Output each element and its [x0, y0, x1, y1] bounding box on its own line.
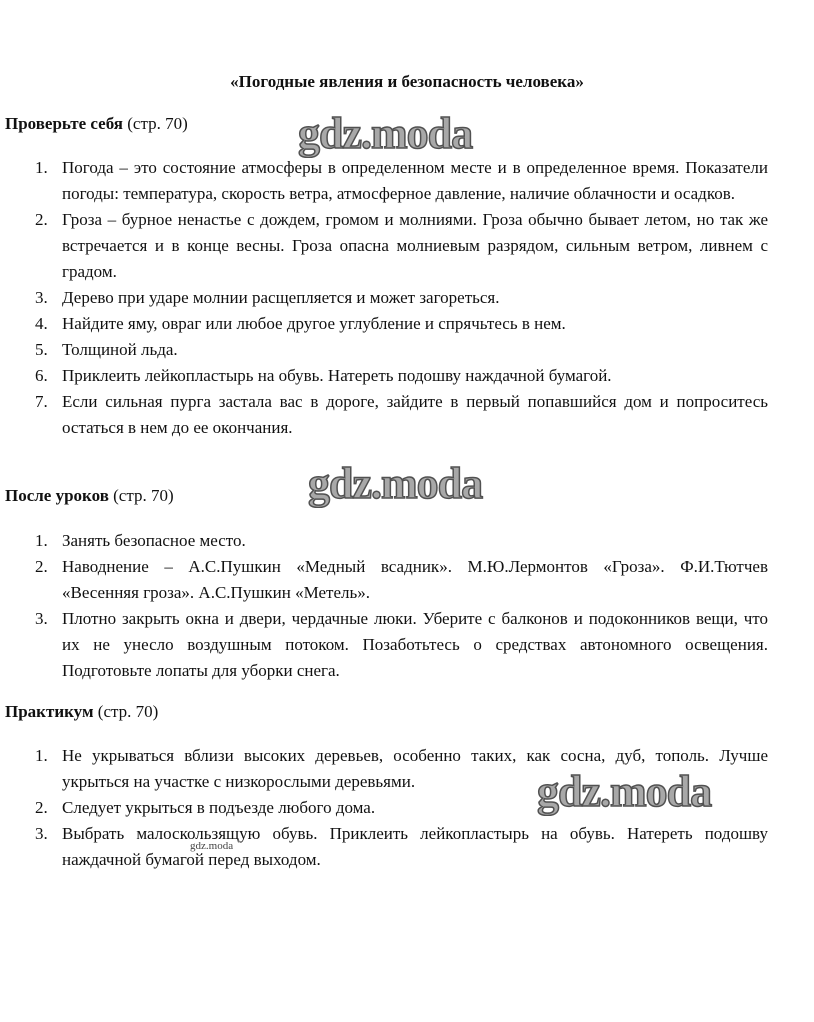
item-text: Гроза – бурное ненастье с дождем, громом и молниями. Гроза обычно бывает летом, но так же встречается и в конце весны. Гроза опасна молниевым разрядом, сильным ветром, ливнем с градом. — [62, 210, 768, 281]
item-text: Занять безопасное место. — [62, 531, 246, 550]
section-heading-after-lessons — [5, 486, 174, 506]
page-ref: (стр. 70) — [113, 486, 174, 505]
watermark-logo: gdz.moda — [308, 459, 483, 508]
list-item — [35, 389, 768, 441]
page-title: «Погодные явления и безопасность человека» — [230, 72, 584, 91]
list-item — [35, 207, 768, 285]
item-number: 1. — [35, 531, 48, 550]
item-number: 6. — [35, 366, 48, 385]
list-item — [35, 528, 768, 554]
item-text: Толщиной льда. — [62, 340, 178, 359]
item-text: Найдите яму, овраг или любое другое углубление и спрячьтесь в нем. — [62, 314, 566, 333]
list-item — [35, 285, 768, 311]
item-number: 3. — [35, 609, 48, 628]
watermark-logo: gdz.moda — [537, 767, 712, 816]
item-number: 2. — [35, 210, 48, 229]
item-text: Следует укрыться в подъезде любого дома. — [62, 798, 376, 817]
item-number: 2. — [35, 798, 48, 817]
item-number: 5. — [35, 340, 48, 359]
item-number: 2. — [35, 557, 48, 576]
item-text: Наводнение – А.С.Пушкин «Медный всадник». М.Ю.Лермонтов «Гроза». Ф.И.Тютчев «Весенняя гроза». А.С.Пушкин «Метель». — [62, 557, 768, 602]
item-text: Выбрать малоскользящую обувь. Приклеить лейкопластырь на обувь. Натереть подошву наждачной бумагой перед выходом. — [62, 824, 768, 869]
item-text: Не укрываться вблизи высоких деревьев, особенно таких, как сосна, дуб, тополь. Лучше укрыться на участке с низкорослыми деревьями. — [62, 746, 768, 791]
list-item — [35, 363, 768, 389]
watermark-small: gdz.moda — [190, 840, 234, 852]
list-item — [35, 606, 768, 684]
item-text: Приклеить лейкопластырь на обувь. Натереть подошву наждачной бумагой. — [62, 366, 612, 385]
item-number: 7. — [35, 392, 48, 411]
item-text: Плотно закрыть окна и двери, чердачные люки. Уберите с балконов и подоконников вещи, что их не унесло воздушным потоком. Позаботьтесь о средствах автономного освещения. Подготовьте лопаты для уборки снега. — [62, 609, 768, 680]
list-item — [35, 821, 768, 873]
item-text: Если сильная пурга застала вас в дороге, зайдите в первый попавшийся дом и попроситесь остаться в нем до ее окончания. — [62, 392, 768, 437]
heading-text: После уроков — [5, 486, 109, 505]
watermark-logo: gdz.moda — [298, 109, 473, 158]
section-heading-check-yourself — [5, 114, 188, 134]
list-item — [35, 337, 768, 363]
page-ref: (стр. 70) — [127, 114, 188, 133]
item-number: 1. — [35, 746, 48, 765]
item-number: 1. — [35, 158, 48, 177]
section-heading-practicum — [5, 702, 158, 722]
heading-text: Проверьте себя — [5, 114, 123, 133]
item-number: 3. — [35, 824, 48, 843]
list-item — [35, 155, 768, 207]
list-check-yourself — [35, 155, 768, 441]
list-item — [35, 554, 768, 606]
list-after-lessons — [35, 528, 768, 684]
page-ref: (стр. 70) — [97, 702, 159, 721]
item-number: 4. — [35, 314, 48, 333]
item-text: Погода – это состояние атмосферы в определенном месте и в определенное время. Показатели погоды: температура, скорость ветра, атмосферное давление, наличие облачности и осадков. — [62, 158, 768, 203]
heading-text: Практикум — [5, 702, 94, 721]
item-text: Дерево при ударе молнии расщепляется и может загореться. — [62, 288, 500, 307]
item-number: 3. — [35, 288, 48, 307]
list-item — [35, 311, 768, 337]
